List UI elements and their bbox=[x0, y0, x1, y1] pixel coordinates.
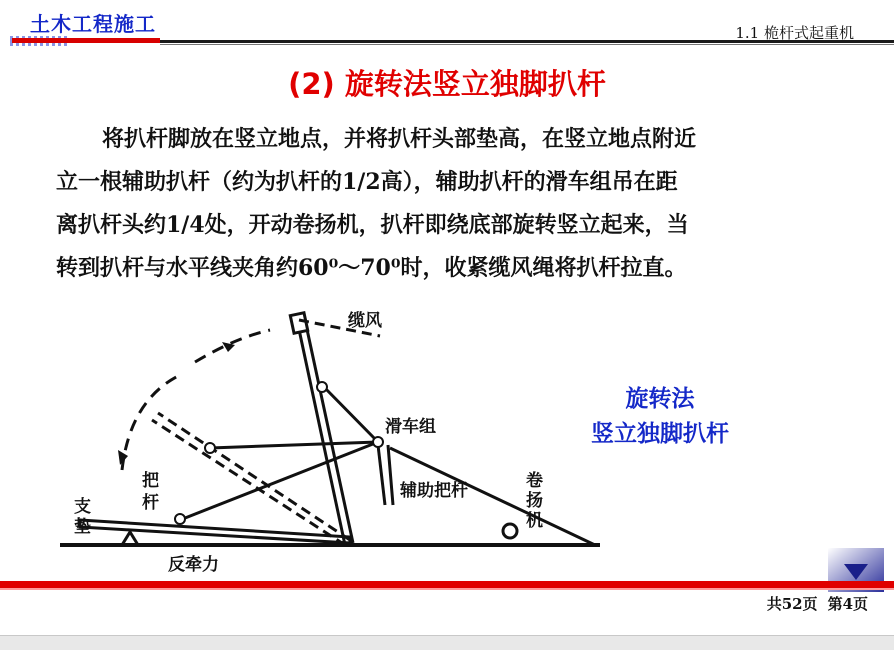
total-pages: 共52页 bbox=[766, 595, 818, 613]
label-pole: 把 bbox=[142, 471, 159, 491]
aux-pole bbox=[378, 445, 385, 505]
label-guy-wire: 缆风 bbox=[348, 311, 382, 331]
label-winch: 扬 bbox=[526, 491, 543, 511]
label-pulley-block: 滑车组 bbox=[385, 417, 436, 437]
brand-title: 土木工程施工 bbox=[30, 12, 156, 36]
pulley-block bbox=[373, 437, 383, 447]
pulley-low bbox=[175, 514, 185, 524]
aux-pole-edge bbox=[388, 445, 393, 505]
hoist-line-upper bbox=[210, 442, 378, 448]
paragraph-line: 将扒杆脚放在竖立地点，并将扒杆头部垫高，在竖立地点附近 bbox=[102, 126, 697, 152]
footer-bar-thin bbox=[0, 588, 894, 590]
footer-bar bbox=[0, 581, 894, 588]
header-rule-thin bbox=[160, 44, 894, 45]
page-counter bbox=[757, 593, 868, 614]
brand-underline bbox=[12, 38, 160, 43]
label-support: 支 bbox=[74, 497, 91, 517]
label-support: 垫 bbox=[74, 517, 91, 537]
caption-line: 竖立独脚扒杆 bbox=[591, 421, 729, 447]
slide-title: (2) 旋转法竖立独脚扒杆 bbox=[288, 67, 606, 101]
pole-erection-diagram bbox=[60, 300, 620, 585]
body-paragraph bbox=[56, 118, 866, 290]
label-aux-pole: 辅助把杆 bbox=[400, 481, 468, 501]
current-page: 第4页 bbox=[827, 595, 868, 613]
pulley-upper bbox=[317, 382, 327, 392]
winch bbox=[503, 524, 517, 538]
caption-line: 旋转法 bbox=[625, 386, 695, 412]
pole-head bbox=[290, 313, 307, 334]
status-bar bbox=[0, 635, 894, 650]
pole-upright-edge bbox=[305, 320, 353, 543]
pulley-mid bbox=[205, 443, 215, 453]
section-heading: 1.1 桅杆式起重机 bbox=[735, 24, 854, 42]
label-pole: 杆 bbox=[142, 493, 159, 513]
paragraph-line: 立一根辅助扒杆（约为扒杆的1/2高），辅助扒杆的滑车组吊在距 bbox=[56, 169, 678, 195]
paragraph-line: 转到扒杆与水平线夹角约60⁰～70⁰时，收紧缆风绳将扒杆拉直。 bbox=[56, 255, 687, 281]
label-winch: 卷 bbox=[526, 471, 543, 491]
paragraph-line: 离扒杆头约1/4处，开动卷扬机，扒杆即绕底部旋转竖立起来，当 bbox=[56, 212, 689, 238]
diagram-caption bbox=[570, 382, 750, 452]
label-winch: 机 bbox=[526, 511, 543, 531]
label-counter-pull: 反牵力 bbox=[168, 555, 219, 575]
